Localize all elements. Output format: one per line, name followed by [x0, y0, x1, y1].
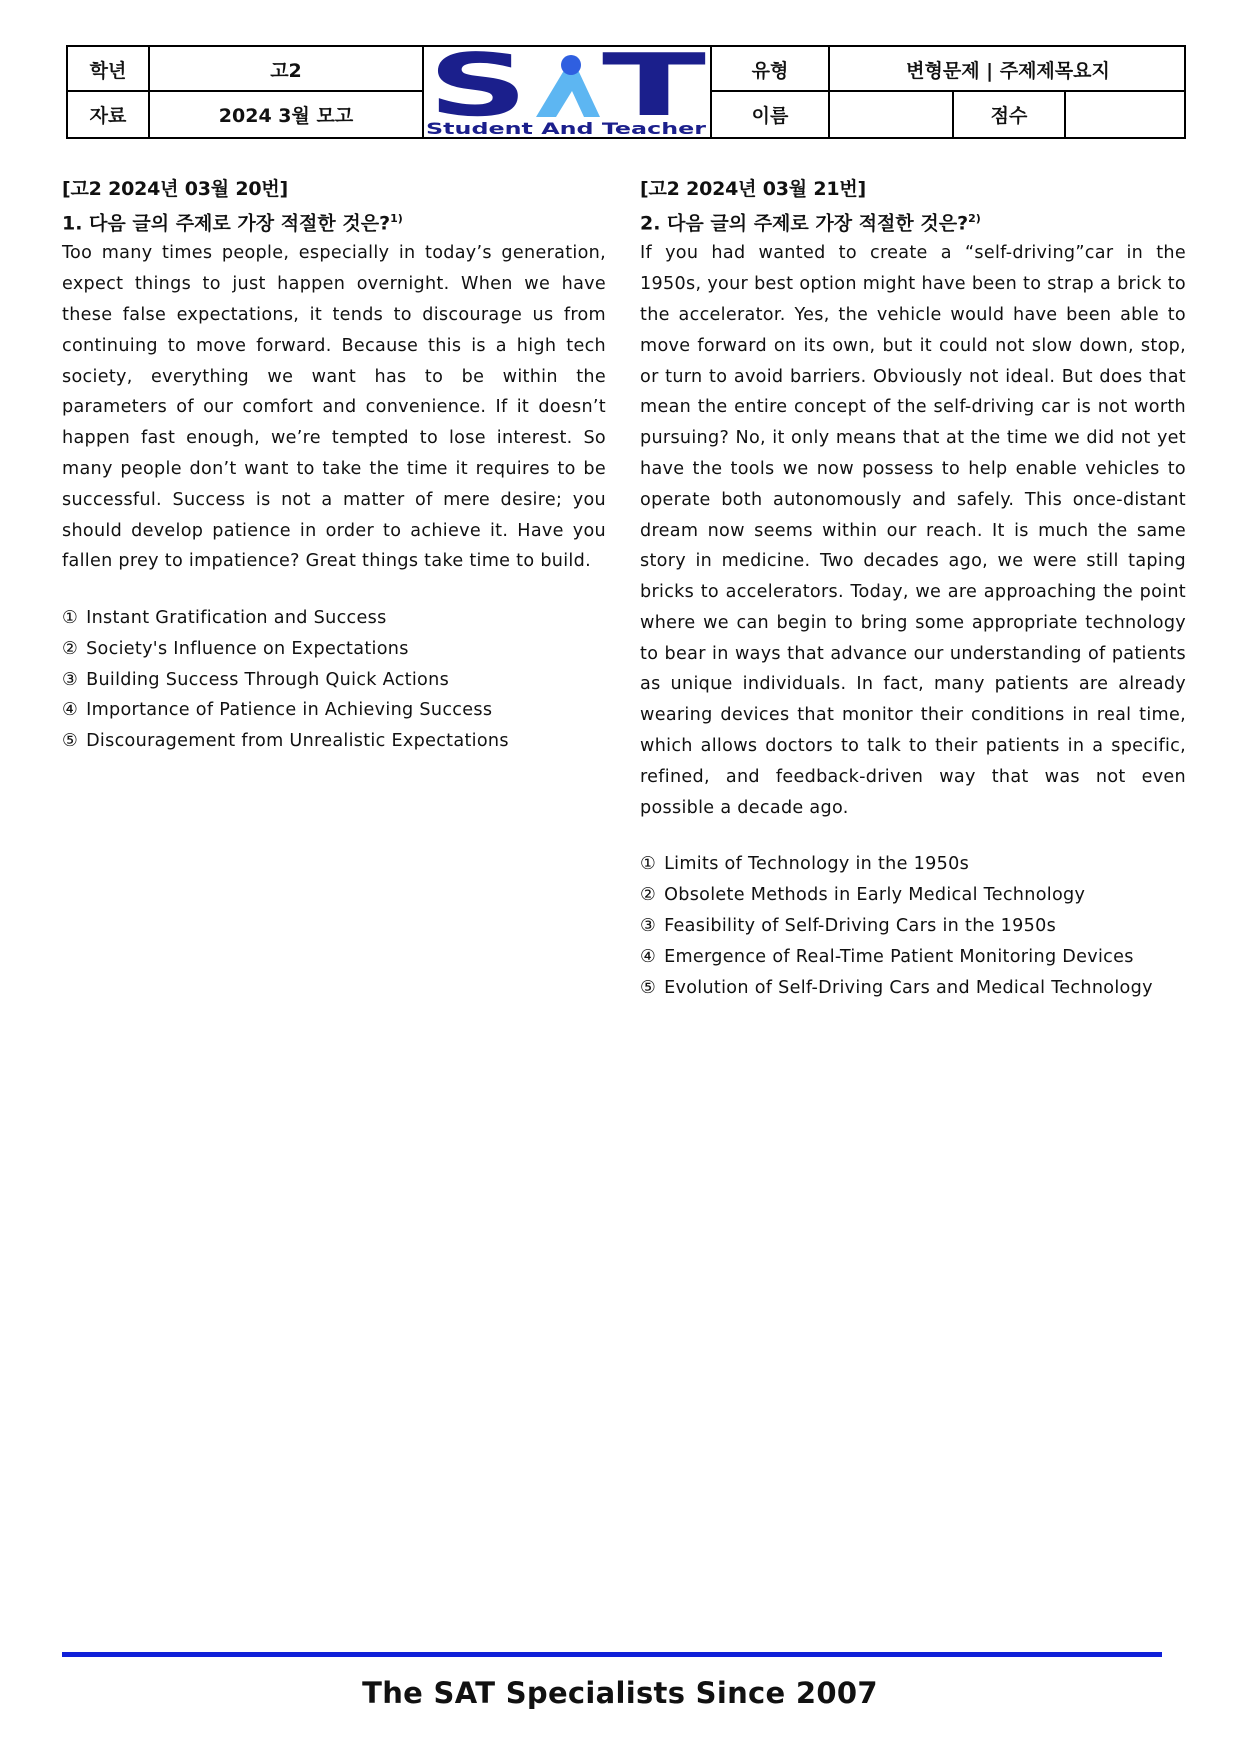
- option-1[interactable]: ① Limits of Technology in the 1950s: [640, 854, 970, 875]
- footnote-ref: 2): [968, 212, 981, 225]
- answer-options: [640, 849, 1186, 1003]
- logo-tagline: Student And Teacher: [426, 119, 707, 137]
- question-1: [62, 174, 606, 757]
- type-value: 변형문제 | 주제제목요지: [906, 59, 1110, 82]
- svg-text:S: S: [428, 47, 528, 136]
- option-4[interactable]: ④ Emergence of Real-Time Patient Monitoring Devices: [640, 946, 1134, 967]
- footer-rule: [62, 1652, 1162, 1657]
- footer-slogan: The SAT Specialists Since 2007: [362, 1676, 878, 1710]
- option-1[interactable]: ① Instant Gratification and Success: [62, 608, 387, 629]
- answer-options: [62, 603, 606, 757]
- footnote-ref: 1): [390, 212, 403, 225]
- score-field[interactable]: [1066, 92, 1186, 137]
- name-field[interactable]: [830, 92, 952, 137]
- question-source: [고2 2024년 03월 21번]: [640, 178, 867, 200]
- material-value: 2024 3월 모고: [218, 105, 354, 127]
- option-4[interactable]: ④ Importance of Patience in Achieving Success: [62, 700, 493, 721]
- passage-text: If you had wanted to create a “self-driving”car in the 1950s, your best option might have been to strap a brick to the accelerator. Yes, the vehicle would have been able to move forward on its own, but it could not slow down, stop, or turn to avoid barriers. Obviously not ideal. But does that mean the entire concept of the self-driving car is not worth pursuing? No, it only means that at the time we did not yet have the tools we now possess to help enable vehicles to operate both autonomously and safely. This once-distant dream now seems within our reach. It is much the same story in medicine. Two decades ago, we were still taping bricks to accelerators. Today, we are approaching the point where we can begin to bring some appropriate technology to bear in ways that advance our understanding of patients as unique individuals. In fact, many patients are already wearing devices that monitor their conditions in real time, which allows doctors to talk to their patients in a specific, refined, and feedback-driven way that was not even possible a decade ago.: [640, 243, 1186, 818]
- passage-text: Too many times people, especially in today’s generation, expect things to just happen overnight. When we have these false expectations, it tends to discourage us from continuing to move forward. Because this is a high tech society, everything we want has to be within the parameters of our comfort and convenience. If it doesn’t happen fast enough, we’re tempted to lose interest. So many people don’t want to take the time it requires to be successful. Success is not a matter of mere desire; you should develop patience in order to achieve it. Have you fallen prey to impatience? Great things take time to build.: [62, 243, 606, 572]
- type-label: 유형: [751, 59, 789, 82]
- option-3[interactable]: ③ Feasibility of Self-Driving Cars in the 1950s: [640, 916, 1057, 937]
- question-prompt: 2. 다음 글의 주제로 가장 적절한 것은?$^{2)}$: [640, 212, 981, 235]
- grade-value: 고2: [270, 59, 302, 82]
- question-prompt: 1. 다음 글의 주제로 가장 적절한 것은?$^{1)}$: [62, 212, 403, 235]
- grade-label: 학년: [89, 59, 127, 82]
- sat-logo: [424, 47, 710, 137]
- option-2[interactable]: ② Society's Influence on Expectations: [62, 638, 409, 659]
- question-2: [640, 174, 1186, 1003]
- logo-a-dot: [561, 55, 581, 75]
- option-2[interactable]: ② Obsolete Methods in Early Medical Technology: [640, 885, 1086, 906]
- material-label: 자료: [89, 105, 127, 127]
- svg-text:T: T: [602, 47, 707, 136]
- option-5[interactable]: ⑤ Discouragement from Unrealistic Expectations: [62, 731, 509, 752]
- name-label: 이름: [751, 105, 789, 127]
- option-5[interactable]: ⑤ Evolution of Self-Driving Cars and Medical Technology: [640, 977, 1153, 998]
- header-table: [66, 45, 1186, 139]
- option-3[interactable]: ③ Building Success Through Quick Actions: [62, 669, 450, 690]
- question-source: [고2 2024년 03월 20번]: [62, 178, 289, 200]
- score-label: 점수: [990, 105, 1028, 127]
